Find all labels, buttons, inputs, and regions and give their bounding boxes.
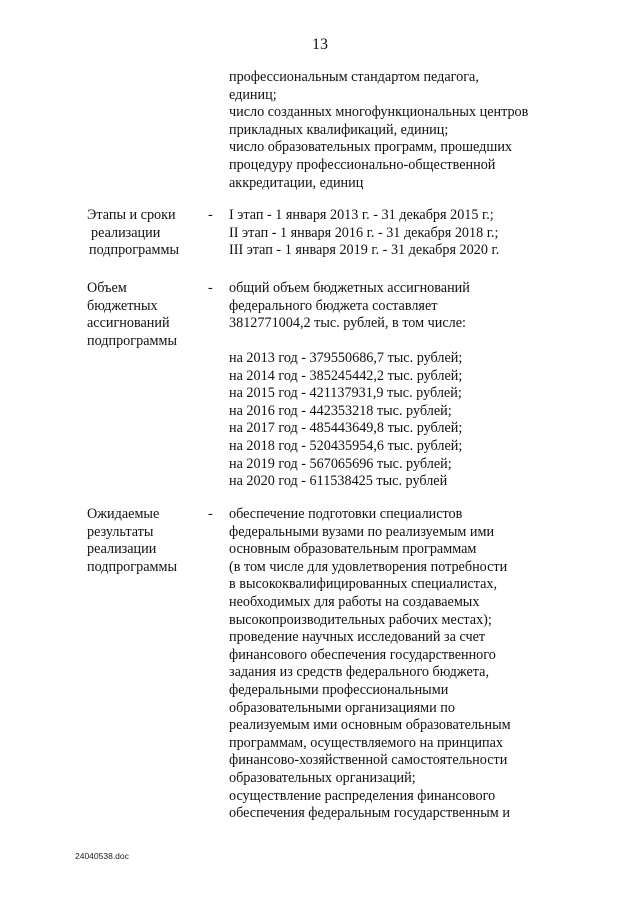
results-label bbox=[87, 506, 197, 576]
label-line: подпрограммы bbox=[87, 332, 177, 349]
budget-label bbox=[87, 280, 197, 350]
label-line: Ожидаемые bbox=[87, 506, 160, 522]
content-line: 3812771004,2 тыс. рублей, в том числе: bbox=[229, 315, 466, 332]
label-line: результаты bbox=[87, 523, 154, 540]
content-line: проведение научных исследований за счет bbox=[229, 629, 486, 646]
budget-content bbox=[229, 280, 470, 333]
label-line: Объем bbox=[87, 280, 127, 296]
content-line: необходимых для работы на создаваемых bbox=[229, 593, 480, 610]
content-line: федеральными вузами по реализуемым ими bbox=[229, 523, 495, 540]
label-line: бюджетных bbox=[87, 297, 158, 314]
budget-dash: - bbox=[208, 280, 213, 296]
year-line: на 2013 год - 379550686,7 тыс. рублей; bbox=[229, 350, 463, 366]
year-line: на 2014 год - 385245442,2 тыс. рублей; bbox=[229, 367, 463, 384]
content-line: высокопроизводительных рабочих местах); bbox=[229, 611, 492, 628]
label-line: Этапы и сроки bbox=[87, 207, 176, 223]
content-line: реализуемым ими основным образовательным bbox=[229, 717, 511, 734]
content-line: в высококвалифицированных специалистах, bbox=[229, 576, 498, 593]
intro-line: прикладных квалификаций, единиц; bbox=[229, 121, 449, 138]
year-line: на 2020 год - 611538425 тыс. рублей bbox=[229, 473, 448, 490]
page-number: 13 bbox=[312, 36, 328, 53]
label-line: реализации bbox=[91, 224, 161, 241]
content-line: федеральными профессиональными bbox=[229, 681, 449, 698]
content-line: основным образовательным программам bbox=[229, 541, 477, 558]
content-line: программам, осуществляемого на принципах bbox=[229, 734, 504, 751]
content-line: обеспечения федеральным государственным и bbox=[229, 805, 510, 822]
year-line: на 2016 год - 442353218 тыс. рублей; bbox=[229, 402, 452, 419]
content-line: образовательными организациями по bbox=[229, 699, 455, 716]
intro-line: аккредитации, единиц bbox=[229, 174, 364, 191]
stages-label bbox=[87, 207, 197, 260]
year-line: на 2019 год - 567065696 тыс. рублей; bbox=[229, 455, 452, 472]
content-line: I этап - 1 января 2013 г. - 31 декабря 2015 г.; bbox=[229, 207, 494, 223]
footer-filename: 24040538.doc bbox=[75, 851, 129, 861]
content-line: финансово-хозяйственной самостоятельности bbox=[229, 752, 508, 769]
year-line: на 2017 год - 485443649,8 тыс. рублей; bbox=[229, 420, 463, 437]
intro-text bbox=[229, 69, 528, 192]
content-line: финансового обеспечения государственного bbox=[229, 646, 496, 663]
intro-line: процедуру профессионально-общественной bbox=[229, 156, 496, 173]
label-line: подпрограммы bbox=[89, 242, 179, 259]
results-content bbox=[229, 506, 511, 823]
stages-dash: - bbox=[208, 207, 213, 223]
content-line: обеспечение подготовки специалистов bbox=[229, 506, 463, 522]
content-line: общий объем бюджетных ассигнований bbox=[229, 280, 470, 296]
content-line: II этап - 1 января 2016 г. - 31 декабря 2018 г.; bbox=[229, 224, 499, 241]
label-line: ассигнований bbox=[87, 315, 170, 332]
content-line: задания из средств федерального бюджета, bbox=[229, 664, 490, 681]
content-line: осуществление распределения финансового bbox=[229, 787, 496, 804]
content-line: (в том числе для удовлетворения потребности bbox=[229, 558, 508, 575]
intro-line: профессиональным стандартом педагога, bbox=[229, 69, 479, 85]
content-line: федерального бюджета составляет bbox=[229, 297, 438, 314]
content-line: образовательных организаций; bbox=[229, 769, 416, 786]
stages-content bbox=[229, 207, 499, 260]
label-line: подпрограммы bbox=[87, 558, 177, 575]
intro-line: число образовательных программ, прошедших bbox=[229, 139, 513, 156]
results-dash: - bbox=[208, 506, 213, 522]
budget-years bbox=[229, 350, 462, 491]
year-line: на 2018 год - 520435954,6 тыс. рублей; bbox=[229, 437, 463, 454]
content-line: III этап - 1 января 2019 г. - 31 декабря 2020 г. bbox=[229, 242, 500, 259]
intro-line: число созданных многофункциональных центров bbox=[229, 104, 529, 121]
year-line: на 2015 год - 421137931,9 тыс. рублей; bbox=[229, 385, 462, 402]
label-line: реализации bbox=[87, 541, 157, 558]
intro-line: единиц; bbox=[229, 86, 277, 103]
